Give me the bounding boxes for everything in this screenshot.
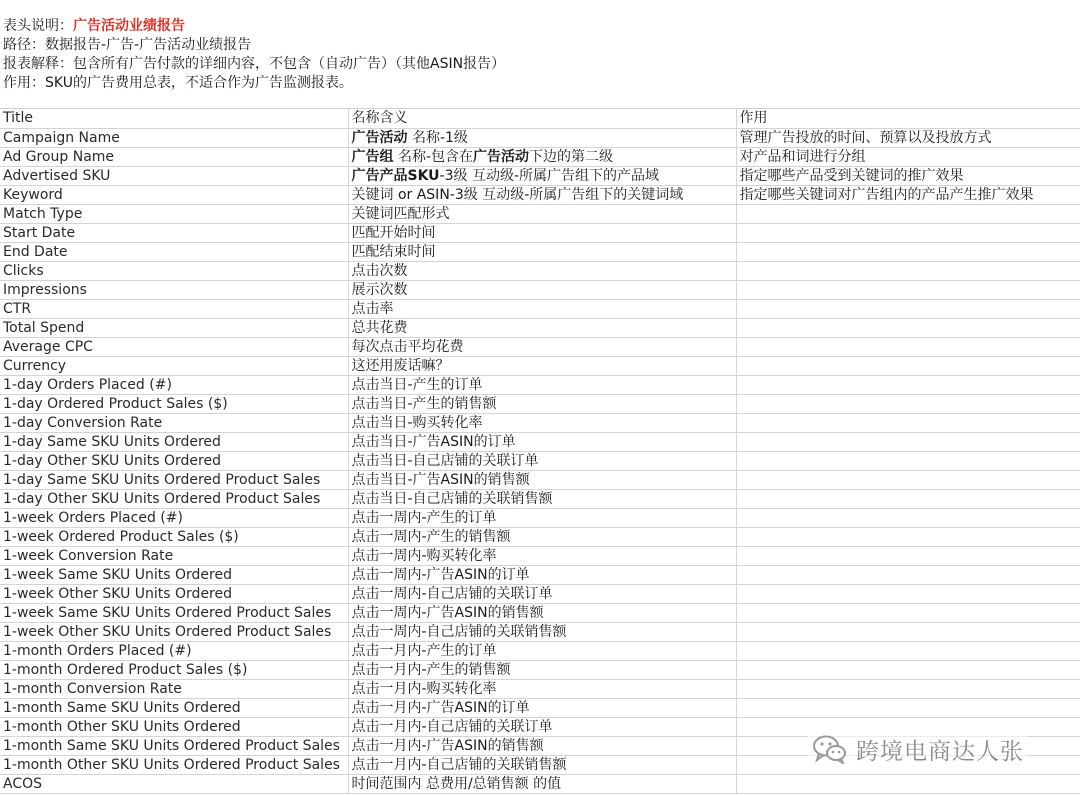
cell-use[interactable] — [736, 698, 1080, 717]
cell-use[interactable]: 对产品和词进行分组 — [736, 147, 1080, 166]
table-row — [0, 489, 1080, 508]
cell-meaning[interactable] — [348, 508, 736, 527]
cell-title[interactable]: 1-month Conversion Rate — [0, 679, 348, 698]
cell-title[interactable]: Start Date — [0, 223, 348, 242]
cell-meaning-text: 名称-1级 — [407, 129, 468, 146]
cell-title[interactable]: 1-month Same SKU Units Ordered — [0, 698, 348, 717]
cell-meaning-text: 总共花费 — [351, 319, 408, 336]
cell-meaning[interactable] — [348, 375, 736, 394]
cell-meaning-text: 点击一周内-自己店铺的关联销售额 — [351, 623, 567, 640]
cell-use[interactable]: 指定哪些关键词对广告组内的产品产生推广效果 — [736, 185, 1080, 204]
table-row — [0, 698, 1080, 717]
cell-title[interactable]: 1-week Same SKU Units Ordered Product Sales — [0, 603, 348, 622]
cell-meaning-text: 时间范围内 总费用/总销售额 的值 — [351, 775, 562, 792]
cell-use[interactable] — [736, 204, 1080, 223]
cell-use[interactable] — [736, 470, 1080, 489]
cell-title[interactable]: 1-week Ordered Product Sales ($) — [0, 527, 348, 546]
cell-meaning[interactable] — [348, 337, 736, 356]
cell-meaning-text: 广告产品SKU — [351, 167, 440, 184]
cell-meaning-text: 广告组 — [351, 148, 394, 165]
cell-meaning[interactable] — [348, 698, 736, 717]
cell-title[interactable]: 1-day Other SKU Units Ordered Product Sales — [0, 489, 348, 508]
cell-use[interactable] — [736, 641, 1080, 660]
report-header — [0, 0, 1080, 109]
cell-meaning-text: 点击当日-产生的销售额 — [351, 395, 497, 412]
cell-meaning-text: 广告活动 — [473, 148, 530, 165]
cell-meaning[interactable] — [348, 584, 736, 603]
table-row — [0, 204, 1080, 223]
cell-meaning-text: 点击当日-自己店铺的关联订单 — [351, 452, 539, 469]
column-header-use[interactable]: 作用 — [736, 109, 1080, 128]
cell-meaning-text: 点击一月内-产生的销售额 — [351, 661, 511, 678]
cell-title[interactable]: Keyword — [0, 185, 348, 204]
cell-meaning-text: 点击次数 — [351, 262, 408, 279]
cell-meaning-text: 点击一周内-产生的订单 — [351, 509, 497, 526]
table-row — [0, 451, 1080, 470]
table-row — [0, 166, 1080, 185]
cell-meaning[interactable] — [348, 318, 736, 337]
cell-meaning[interactable] — [348, 470, 736, 489]
cell-title[interactable]: 1-week Other SKU Units Ordered — [0, 584, 348, 603]
table-row — [0, 527, 1080, 546]
cell-title[interactable]: 1-month Other SKU Units Ordered Product Sales — [0, 755, 348, 774]
cell-meaning-text: 广告活动 — [351, 129, 408, 146]
cell-meaning[interactable] — [348, 736, 736, 755]
cell-meaning[interactable] — [348, 679, 736, 698]
cell-use[interactable] — [736, 261, 1080, 280]
cell-meaning-text: 匹配结束时间 — [351, 243, 436, 260]
table-row — [0, 546, 1080, 565]
cell-title[interactable]: 1-day Orders Placed (#) — [0, 375, 348, 394]
cell-meaning[interactable] — [348, 185, 736, 204]
cell-meaning[interactable] — [348, 451, 736, 470]
cell-title[interactable]: 1-month Other SKU Units Ordered — [0, 717, 348, 736]
cell-meaning[interactable] — [348, 356, 736, 375]
table-row — [0, 774, 1080, 793]
cell-title[interactable]: 1-week Orders Placed (#) — [0, 508, 348, 527]
cell-meaning-text: 点击一周内-产生的销售额 — [351, 528, 511, 545]
cell-use[interactable] — [736, 280, 1080, 299]
table-row — [0, 375, 1080, 394]
cell-use[interactable] — [736, 299, 1080, 318]
cell-meaning[interactable] — [348, 204, 736, 223]
cell-use[interactable]: 管理广告投放的时间、预算以及投放方式 — [736, 128, 1080, 147]
cell-meaning-text: 点击当日-产生的订单 — [351, 376, 483, 393]
cell-title[interactable]: Total Spend — [0, 318, 348, 337]
table-row — [0, 128, 1080, 147]
column-header-meaning[interactable]: 名称含义 — [348, 109, 736, 128]
cell-meaning[interactable] — [348, 546, 736, 565]
cell-meaning[interactable] — [348, 489, 736, 508]
cell-meaning-text: 点击一周内-自己店铺的关联订单 — [351, 585, 553, 602]
cell-use[interactable] — [736, 223, 1080, 242]
cell-use[interactable] — [736, 318, 1080, 337]
header-title-label: 表头说明： — [3, 18, 73, 34]
cell-title[interactable]: 1-week Same SKU Units Ordered — [0, 565, 348, 584]
cell-meaning-text: 点击一周内-广告ASIN的订单 — [351, 566, 530, 583]
cell-use[interactable]: 指定哪些产品受到关键词的推广效果 — [736, 166, 1080, 185]
table-row — [0, 185, 1080, 204]
cell-meaning-text: 点击一月内-自己店铺的关联销售额 — [351, 756, 567, 773]
table-row — [0, 318, 1080, 337]
cell-title[interactable]: Currency — [0, 356, 348, 375]
cell-use[interactable] — [736, 375, 1080, 394]
cell-title[interactable]: 1-month Ordered Product Sales ($) — [0, 660, 348, 679]
cell-title[interactable]: Match Type — [0, 204, 348, 223]
cell-meaning[interactable] — [348, 413, 736, 432]
cell-meaning-text: -3级 互动级-所属广告组下的产品域 — [439, 167, 660, 184]
table-row — [0, 337, 1080, 356]
cell-meaning-text: 点击一月内-广告ASIN的销售额 — [351, 737, 544, 754]
cell-meaning[interactable] — [348, 147, 736, 166]
cell-meaning[interactable] — [348, 128, 736, 147]
header-line-path: 路径：数据报告-广告-广告活动业绩报告 — [3, 37, 252, 53]
table-row — [0, 394, 1080, 413]
cell-meaning-text: 点击一月内-自己店铺的关联订单 — [351, 718, 553, 735]
cell-meaning-text: 点击一周内-购买转化率 — [351, 547, 497, 564]
cell-use[interactable] — [736, 508, 1080, 527]
cell-use[interactable] — [736, 679, 1080, 698]
cell-title[interactable]: 1-month Same SKU Units Ordered Product Sales — [0, 736, 348, 755]
cell-title[interactable]: Ad Group Name — [0, 147, 348, 166]
header-line-title — [3, 17, 185, 36]
cell-meaning[interactable] — [348, 660, 736, 679]
header-row — [0, 109, 1080, 128]
cell-title[interactable]: ACOS — [0, 774, 348, 793]
table-row — [0, 280, 1080, 299]
cell-use[interactable] — [736, 489, 1080, 508]
cell-meaning-text: 点击当日-广告ASIN的订单 — [351, 433, 516, 450]
cell-meaning[interactable] — [348, 755, 736, 774]
cell-use[interactable] — [736, 394, 1080, 413]
cell-meaning[interactable] — [348, 622, 736, 641]
table-row — [0, 679, 1080, 698]
cell-title[interactable]: Average CPC — [0, 337, 348, 356]
cell-meaning-text: 关键词匹配形式 — [351, 205, 450, 222]
cell-meaning-text: 这还用废话嘛？ — [351, 357, 450, 374]
cell-meaning-text: 关键词 or ASIN-3级 互动级-所属广告组下的关键词域 — [351, 186, 684, 203]
cell-title[interactable]: 1-week Other SKU Units Ordered Product Sales — [0, 622, 348, 641]
cell-use[interactable] — [736, 432, 1080, 451]
watermark — [808, 730, 1028, 768]
table-row — [0, 470, 1080, 489]
table-row — [0, 584, 1080, 603]
cell-use[interactable] — [736, 584, 1080, 603]
header-line-explanation: 报表解释：包含所有广告付款的详细内容，不包含（自动广告）（其他ASIN报告） — [3, 56, 506, 72]
table-row — [0, 242, 1080, 261]
header-title-value: 广告活动业绩报告 — [73, 18, 185, 34]
cell-title[interactable]: 1-day Same SKU Units Ordered — [0, 432, 348, 451]
cell-use[interactable] — [736, 242, 1080, 261]
cell-use[interactable] — [736, 565, 1080, 584]
cell-use[interactable] — [736, 774, 1080, 793]
cell-title[interactable]: 1-month Orders Placed (#) — [0, 641, 348, 660]
cell-use[interactable] — [736, 603, 1080, 622]
spreadsheet-body — [0, 109, 1080, 793]
cell-meaning-text: 点击一周内-广告ASIN的销售额 — [351, 604, 544, 621]
cell-meaning[interactable] — [348, 603, 736, 622]
cell-meaning-text: 下边的第二级 — [529, 148, 614, 165]
table-row — [0, 223, 1080, 242]
table-row — [0, 565, 1080, 584]
table-row — [0, 413, 1080, 432]
cell-meaning-text: 点击当日-自己店铺的关联销售额 — [351, 490, 553, 507]
cell-meaning-text: 匹配开始时间 — [351, 224, 436, 241]
cell-title[interactable]: End Date — [0, 242, 348, 261]
cell-meaning[interactable] — [348, 565, 736, 584]
table-row — [0, 508, 1080, 527]
cell-meaning[interactable] — [348, 641, 736, 660]
table-row — [0, 356, 1080, 375]
cell-meaning-text: 点击一月内-产生的订单 — [351, 642, 497, 659]
cell-meaning[interactable] — [348, 774, 736, 793]
table-row — [0, 261, 1080, 280]
cell-title[interactable]: 1-day Conversion Rate — [0, 413, 348, 432]
cell-title[interactable]: 1-day Other SKU Units Ordered — [0, 451, 348, 470]
cell-use[interactable] — [736, 546, 1080, 565]
cell-meaning[interactable] — [348, 223, 736, 242]
cell-meaning-text: 点击当日-广告ASIN的销售额 — [351, 471, 530, 488]
cell-use[interactable] — [736, 413, 1080, 432]
table-row — [0, 147, 1080, 166]
cell-title[interactable]: 1-week Conversion Rate — [0, 546, 348, 565]
watermark-text: 跨境电商达人张 — [856, 738, 1024, 765]
cell-meaning[interactable] — [348, 432, 736, 451]
cell-meaning[interactable] — [348, 261, 736, 280]
table-row — [0, 432, 1080, 451]
cell-meaning[interactable] — [348, 394, 736, 413]
cell-title[interactable]: Impressions — [0, 280, 348, 299]
cell-meaning-text: 点击一月内-广告ASIN的订单 — [351, 699, 530, 716]
cell-title[interactable]: Advertised SKU — [0, 166, 348, 185]
cell-title[interactable]: Campaign Name — [0, 128, 348, 147]
cell-use[interactable] — [736, 451, 1080, 470]
table-row — [0, 622, 1080, 641]
cell-meaning[interactable] — [348, 527, 736, 546]
cell-meaning[interactable] — [348, 280, 736, 299]
cell-use[interactable] — [736, 356, 1080, 375]
cell-meaning-text: 点击一月内-购买转化率 — [351, 680, 497, 697]
cell-meaning[interactable] — [348, 717, 736, 736]
column-header-title[interactable]: Title — [0, 109, 348, 128]
table-row — [0, 641, 1080, 660]
table-row — [0, 660, 1080, 679]
cell-meaning-text: 名称-包含在 — [393, 148, 474, 165]
cell-meaning-text: 点击当日-购买转化率 — [351, 414, 483, 431]
cell-title[interactable]: CTR — [0, 299, 348, 318]
cell-title[interactable]: Clicks — [0, 261, 348, 280]
table-row — [0, 603, 1080, 622]
cell-meaning-text: 每次点击平均花费 — [351, 338, 464, 355]
table-row — [0, 299, 1080, 318]
cell-use[interactable] — [736, 660, 1080, 679]
cell-meaning-text: 点击率 — [351, 300, 394, 317]
spreadsheet-table — [0, 109, 1080, 794]
header-line-purpose: 作用：SKU的广告费用总表，不适合作为广告监测报表。 — [3, 75, 353, 91]
cell-use[interactable] — [736, 622, 1080, 641]
cell-meaning[interactable] — [348, 242, 736, 261]
cell-meaning[interactable] — [348, 166, 736, 185]
wechat-icon — [812, 734, 848, 764]
cell-meaning-text: 展示次数 — [351, 281, 408, 298]
cell-use[interactable] — [736, 527, 1080, 546]
cell-title[interactable]: 1-day Same SKU Units Ordered Product Sales — [0, 470, 348, 489]
cell-meaning[interactable] — [348, 299, 736, 318]
cell-title[interactable]: 1-day Ordered Product Sales ($) — [0, 394, 348, 413]
cell-use[interactable] — [736, 337, 1080, 356]
